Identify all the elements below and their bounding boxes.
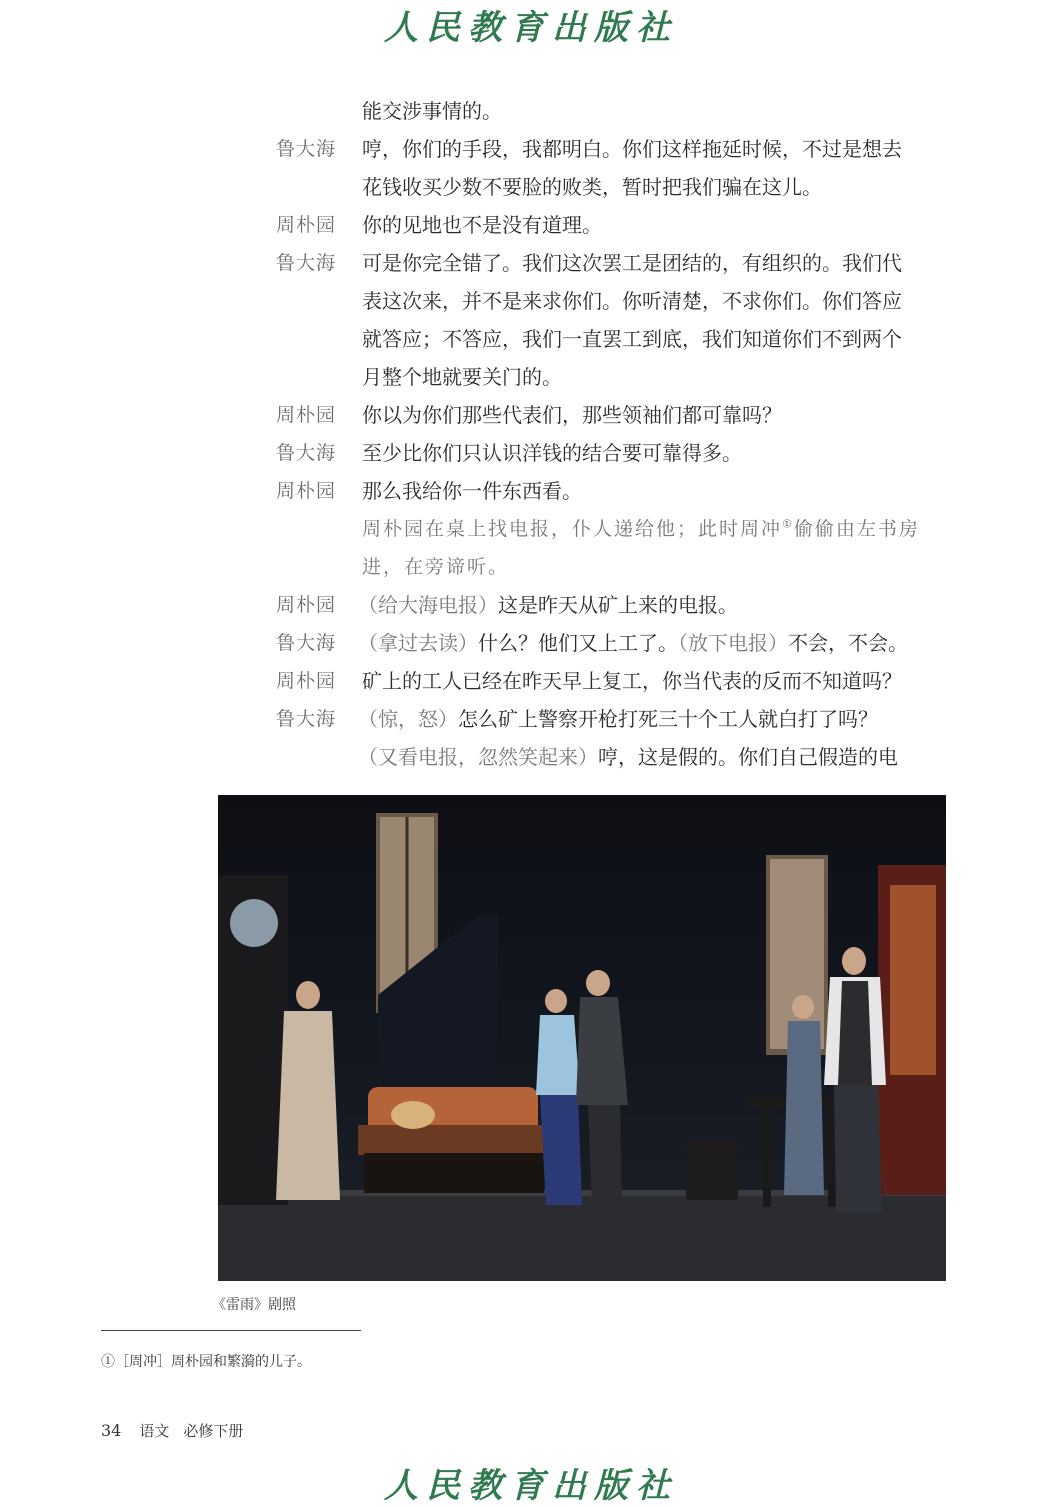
dialogue-line bbox=[0, 434, 1062, 472]
speech-text: 那么我给你一件东西看。 bbox=[362, 479, 582, 503]
dialogue-line bbox=[0, 738, 1062, 776]
speaker-name: 鲁大海 bbox=[276, 252, 337, 274]
speaker-name: 周朴园 bbox=[276, 214, 337, 236]
stage-photo bbox=[218, 795, 946, 1281]
speech-text: 月整个地就要关门的。 bbox=[362, 365, 562, 389]
speech-content: 哼，这是假的。你们自己假造的电 bbox=[598, 745, 898, 769]
speech-text: 你的见地也不是没有道理。 bbox=[362, 213, 602, 237]
speech-content: 什么？他们又上工了。 bbox=[478, 631, 678, 655]
speech-text bbox=[358, 738, 944, 776]
inline-stage-direction: （给大海电报） bbox=[358, 593, 498, 617]
stage-direction-line bbox=[0, 548, 1062, 586]
speech-text: 表这次来，并不是来求你们。你听清楚，不求你们。你们答应 bbox=[362, 289, 902, 313]
page-footer bbox=[101, 1420, 243, 1441]
speaker-name: 鲁大海 bbox=[276, 138, 337, 160]
inline-stage-direction: （拿过去读） bbox=[358, 631, 478, 655]
speech-content: 怎么矿上警察开枪打死三十个工人就白打了吗？ bbox=[458, 707, 878, 731]
speech-text bbox=[358, 624, 944, 662]
speaker-name: 鲁大海 bbox=[276, 708, 337, 730]
speech-text bbox=[358, 700, 944, 738]
dialogue-line bbox=[0, 586, 1062, 624]
speech-text: 至少比你们只认识洋钱的结合要可靠得多。 bbox=[362, 441, 742, 465]
stage-direction-text: 偷偷由左书房 bbox=[793, 518, 920, 540]
speech-text: 哼，你们的手段，我都明白。你们这样拖延时候，不过是想去 bbox=[362, 137, 902, 161]
inline-stage-direction: （放下电报） bbox=[678, 631, 788, 655]
dialogue-line bbox=[0, 662, 1062, 700]
speech-text: 你以为你们那些代表们，那些领袖们都可靠吗？ bbox=[362, 403, 782, 427]
speech-text: 花钱收买少数不要脸的败类，暂时把我们骗在这儿。 bbox=[362, 175, 822, 199]
volume-title: 必修下册 bbox=[183, 1422, 244, 1440]
speech-content: 这是昨天从矿上来的电报。 bbox=[498, 593, 738, 617]
book-title: 语文 bbox=[139, 1422, 170, 1440]
dialogue-line bbox=[0, 130, 1062, 168]
stage-photo-illustration bbox=[218, 795, 946, 1281]
speech-text bbox=[358, 586, 944, 624]
inline-stage-direction: （又看电报，忽然笑起来） bbox=[358, 745, 598, 769]
footnote-divider bbox=[101, 1330, 361, 1331]
dialogue-line bbox=[0, 206, 1062, 244]
publisher-logo-bottom: 人民教育出版社 bbox=[384, 1466, 678, 1506]
dialogue-line bbox=[0, 700, 1062, 738]
dialogue-line bbox=[0, 472, 1062, 510]
speaker-name: 鲁大海 bbox=[276, 442, 337, 464]
stage-direction bbox=[362, 510, 948, 548]
speech-text: 矿上的工人已经在昨天早上复工，你当代表的反而不知道吗？ bbox=[362, 669, 902, 693]
speech-text: 能交涉事情的。 bbox=[362, 99, 502, 123]
publisher-logo-top: 人民教育出版社 bbox=[384, 8, 678, 48]
speech-text: 可是你完全错了。我们这次罢工是团结的，有组织的。我们代 bbox=[362, 251, 902, 275]
speaker-name: 鲁大海 bbox=[276, 632, 337, 654]
dialogue-line bbox=[0, 282, 1062, 320]
stage-direction: 进，在旁谛听。 bbox=[362, 556, 510, 578]
dialogue-line bbox=[0, 624, 1062, 662]
dialogue-line bbox=[0, 92, 1062, 130]
script-dialogue bbox=[0, 92, 1062, 776]
photo-caption: 《雷雨》剧照 bbox=[212, 1297, 296, 1313]
dialogue-line bbox=[0, 168, 1062, 206]
speaker-name: 周朴园 bbox=[276, 480, 337, 502]
speaker-name: 周朴园 bbox=[276, 670, 337, 692]
dialogue-line bbox=[0, 358, 1062, 396]
speaker-name: 周朴园 bbox=[276, 404, 337, 426]
dialogue-line bbox=[0, 396, 1062, 434]
stage-direction-text: 周朴园在桌上找电报，仆人递给他；此时周冲 bbox=[362, 518, 783, 540]
page-number: 34 bbox=[101, 1421, 122, 1440]
speech-text: 就答应；不答应，我们一直罢工到底，我们知道你们不到两个 bbox=[362, 327, 902, 351]
inline-stage-direction: （惊，怒） bbox=[358, 707, 458, 731]
dialogue-line bbox=[0, 320, 1062, 358]
footnote-marker: ① bbox=[782, 517, 794, 531]
stage-direction-line bbox=[0, 510, 1062, 548]
dialogue-line bbox=[0, 244, 1062, 282]
speech-content: 不会，不会。 bbox=[788, 631, 908, 655]
footnote: ①［周冲］周朴园和繁漪的儿子。 bbox=[101, 1354, 311, 1370]
speaker-name: 周朴园 bbox=[276, 594, 337, 616]
